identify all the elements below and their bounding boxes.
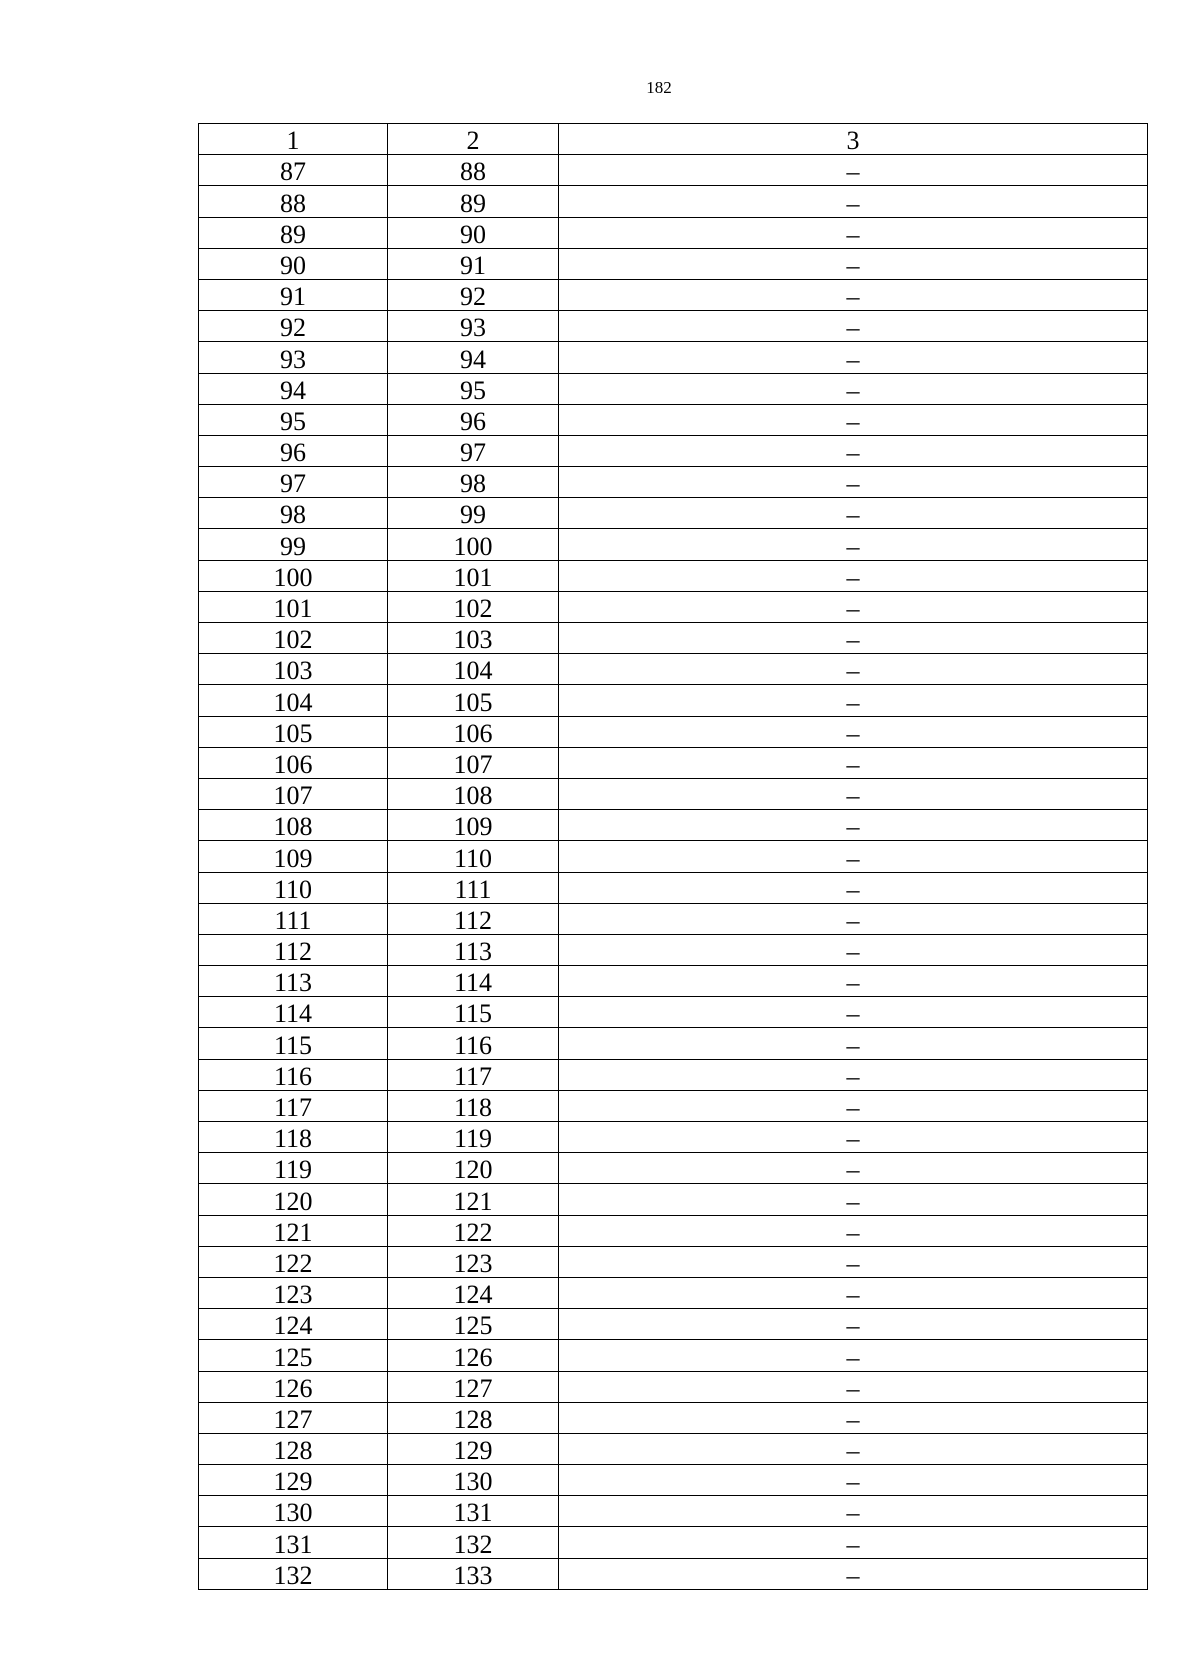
table-row <box>199 903 1148 934</box>
table-cell-col-2: 125 <box>388 1309 559 1340</box>
table-cell-col-3: – <box>559 404 1148 435</box>
table-cell-col-3: – <box>559 778 1148 809</box>
table-cell-col-1: 116 <box>199 1059 388 1090</box>
table-row <box>199 435 1148 466</box>
table-cell-col-2: 95 <box>388 373 559 404</box>
table-cell-col-3: – <box>559 810 1148 841</box>
table-row <box>199 747 1148 778</box>
table-cell-col-1: 119 <box>199 1153 388 1184</box>
table-cell-col-1: 130 <box>199 1496 388 1527</box>
table-cell-col-2: 108 <box>388 778 559 809</box>
table-cell-col-1: 106 <box>199 747 388 778</box>
table-row <box>199 1465 1148 1496</box>
table-cell-col-1: 117 <box>199 1090 388 1121</box>
table-row <box>199 716 1148 747</box>
table-row <box>199 1340 1148 1371</box>
table-row <box>199 560 1148 591</box>
page-number: 182 <box>646 78 672 97</box>
table-cell-col-2: 122 <box>388 1215 559 1246</box>
table-cell-col-1: 110 <box>199 872 388 903</box>
table-cell-col-2: 126 <box>388 1340 559 1371</box>
table-cell-col-2: 110 <box>388 841 559 872</box>
table-cell-col-3: – <box>559 1465 1148 1496</box>
table-row <box>199 778 1148 809</box>
table-body <box>199 124 1148 1590</box>
table-row <box>199 1184 1148 1215</box>
table-cell-col-3: – <box>559 841 1148 872</box>
table-cell-col-2: 98 <box>388 467 559 498</box>
table-cell-col-3: – <box>559 311 1148 342</box>
table-cell-col-3: – <box>559 623 1148 654</box>
table-cell-col-3: – <box>559 1309 1148 1340</box>
table-cell-col-3: – <box>559 591 1148 622</box>
table-row <box>199 1277 1148 1308</box>
table-row <box>199 248 1148 279</box>
table-row <box>199 1496 1148 1527</box>
table-cell-col-1: 87 <box>199 155 388 186</box>
table-cell-col-2: 104 <box>388 654 559 685</box>
table-cell-col-1: 95 <box>199 404 388 435</box>
table-cell-col-3: – <box>559 186 1148 217</box>
table-cell-col-1: 129 <box>199 1465 388 1496</box>
table-cell-col-3: – <box>559 1402 1148 1433</box>
table-row <box>199 1122 1148 1153</box>
table-cell-col-1: 89 <box>199 217 388 248</box>
table-cell-col-2: 114 <box>388 966 559 997</box>
table-cell-col-2: 132 <box>388 1527 559 1558</box>
table-cell-col-2: 116 <box>388 1028 559 1059</box>
table-cell-col-1: 100 <box>199 560 388 591</box>
table-cell-col-2: 97 <box>388 435 559 466</box>
table-row <box>199 186 1148 217</box>
table-row <box>199 841 1148 872</box>
table-cell-col-3: – <box>559 872 1148 903</box>
table-row <box>199 1246 1148 1277</box>
table-cell-col-2: 115 <box>388 997 559 1028</box>
table-cell-col-3: – <box>559 716 1148 747</box>
table-cell-col-1: 93 <box>199 342 388 373</box>
table-cell-col-2: 133 <box>388 1558 559 1589</box>
table-row <box>199 1153 1148 1184</box>
table-cell-col-2: 124 <box>388 1277 559 1308</box>
table-cell-col-1: 114 <box>199 997 388 1028</box>
table-cell-col-2: 100 <box>388 529 559 560</box>
table-row <box>199 685 1148 716</box>
table-cell-col-1: 101 <box>199 591 388 622</box>
table-row <box>199 1028 1148 1059</box>
table-cell-col-1: 121 <box>199 1215 388 1246</box>
table-cell-col-1: 99 <box>199 529 388 560</box>
table-cell-col-3: – <box>559 747 1148 778</box>
table-cell-col-2: 109 <box>388 810 559 841</box>
table-cell-col-3: – <box>559 654 1148 685</box>
table-row <box>199 872 1148 903</box>
table-row <box>199 217 1148 248</box>
table-cell-col-1: 91 <box>199 279 388 310</box>
table-row <box>199 1059 1148 1090</box>
table-cell-col-2: 91 <box>388 248 559 279</box>
table-cell-col-3: – <box>559 1277 1148 1308</box>
table-cell-col-2: 118 <box>388 1090 559 1121</box>
table-cell-col-3: – <box>559 1433 1148 1464</box>
table-cell-col-2: 101 <box>388 560 559 591</box>
table-cell-col-3: – <box>559 1059 1148 1090</box>
table-cell-col-3: – <box>559 1090 1148 1121</box>
table-row <box>199 623 1148 654</box>
table-row <box>199 498 1148 529</box>
table-row <box>199 1527 1148 1558</box>
table-cell-col-2: 113 <box>388 934 559 965</box>
table-row <box>199 467 1148 498</box>
table-cell-col-1: 123 <box>199 1277 388 1308</box>
table-cell-col-3: – <box>559 1340 1148 1371</box>
table-cell-col-1: 131 <box>199 1527 388 1558</box>
table-cell-col-1: 94 <box>199 373 388 404</box>
table-cell-col-3: – <box>559 560 1148 591</box>
table-cell-col-1: 118 <box>199 1122 388 1153</box>
table-cell-col-2: 102 <box>388 591 559 622</box>
table-cell-col-2: 96 <box>388 404 559 435</box>
table-row <box>199 1371 1148 1402</box>
table-cell-col-2: 106 <box>388 716 559 747</box>
table-cell-col-1: 120 <box>199 1184 388 1215</box>
table-row <box>199 404 1148 435</box>
table-cell-col-2: 89 <box>388 186 559 217</box>
table-cell-col-1: 88 <box>199 186 388 217</box>
header-cell-2: 2 <box>388 124 559 155</box>
table-cell-col-2: 99 <box>388 498 559 529</box>
table-cell-col-1: 124 <box>199 1309 388 1340</box>
table-cell-col-3: – <box>559 342 1148 373</box>
table-cell-col-1: 108 <box>199 810 388 841</box>
table-cell-col-1: 125 <box>199 1340 388 1371</box>
table-cell-col-2: 123 <box>388 1246 559 1277</box>
table-row <box>199 1433 1148 1464</box>
table-cell-col-1: 122 <box>199 1246 388 1277</box>
header-cell-1: 1 <box>199 124 388 155</box>
table-cell-col-3: – <box>559 529 1148 560</box>
table-cell-col-1: 126 <box>199 1371 388 1402</box>
table-cell-col-3: – <box>559 903 1148 934</box>
table-cell-col-2: 93 <box>388 311 559 342</box>
table-cell-col-2: 121 <box>388 1184 559 1215</box>
table-cell-col-1: 98 <box>199 498 388 529</box>
table-cell-col-1: 90 <box>199 248 388 279</box>
table-cell-col-1: 97 <box>199 467 388 498</box>
table-header-row <box>199 124 1148 155</box>
table-cell-col-3: – <box>559 1371 1148 1402</box>
table-cell-col-2: 127 <box>388 1371 559 1402</box>
table-cell-col-2: 128 <box>388 1402 559 1433</box>
table-cell-col-2: 103 <box>388 623 559 654</box>
table-cell-col-2: 88 <box>388 155 559 186</box>
table-row <box>199 1402 1148 1433</box>
table-cell-col-3: – <box>559 467 1148 498</box>
table-cell-col-3: – <box>559 1215 1148 1246</box>
table-row <box>199 529 1148 560</box>
table-row <box>199 342 1148 373</box>
table-row <box>199 1309 1148 1340</box>
table-row <box>199 311 1148 342</box>
table-row <box>199 997 1148 1028</box>
table-row <box>199 1215 1148 1246</box>
table-cell-col-2: 120 <box>388 1153 559 1184</box>
table-cell-col-3: – <box>559 1184 1148 1215</box>
table-cell-col-2: 94 <box>388 342 559 373</box>
table-cell-col-2: 129 <box>388 1433 559 1464</box>
table-cell-col-1: 128 <box>199 1433 388 1464</box>
table-row <box>199 966 1148 997</box>
table-cell-col-3: – <box>559 217 1148 248</box>
table-cell-col-2: 119 <box>388 1122 559 1153</box>
table-row <box>199 279 1148 310</box>
table-cell-col-1: 107 <box>199 778 388 809</box>
table-cell-col-1: 112 <box>199 934 388 965</box>
table-cell-col-1: 111 <box>199 903 388 934</box>
table-cell-col-3: – <box>559 1028 1148 1059</box>
table-cell-col-3: – <box>559 1246 1148 1277</box>
table-cell-col-1: 104 <box>199 685 388 716</box>
table-cell-col-2: 105 <box>388 685 559 716</box>
table-cell-col-2: 111 <box>388 872 559 903</box>
table-cell-col-3: – <box>559 685 1148 716</box>
table-cell-col-3: – <box>559 1153 1148 1184</box>
table-cell-col-3: – <box>559 248 1148 279</box>
table-row <box>199 591 1148 622</box>
table-row <box>199 1090 1148 1121</box>
table-cell-col-3: – <box>559 934 1148 965</box>
table-cell-col-1: 132 <box>199 1558 388 1589</box>
table-cell-col-2: 112 <box>388 903 559 934</box>
data-table <box>198 123 1148 1590</box>
table-cell-col-3: – <box>559 1122 1148 1153</box>
table-cell-col-3: – <box>559 1558 1148 1589</box>
table-row <box>199 934 1148 965</box>
table-cell-col-3: – <box>559 1496 1148 1527</box>
table-cell-col-1: 105 <box>199 716 388 747</box>
table-row <box>199 155 1148 186</box>
header-cell-3: 3 <box>559 124 1148 155</box>
table-cell-col-1: 92 <box>199 311 388 342</box>
table-cell-col-3: – <box>559 373 1148 404</box>
table-cell-col-3: – <box>559 435 1148 466</box>
table-cell-col-1: 103 <box>199 654 388 685</box>
table-cell-col-2: 131 <box>388 1496 559 1527</box>
table-row <box>199 1558 1148 1589</box>
table-cell-col-1: 96 <box>199 435 388 466</box>
table-row <box>199 654 1148 685</box>
table-row <box>199 810 1148 841</box>
table-cell-col-1: 109 <box>199 841 388 872</box>
table-cell-col-3: – <box>559 155 1148 186</box>
table-cell-col-1: 115 <box>199 1028 388 1059</box>
table-cell-col-2: 92 <box>388 279 559 310</box>
table-cell-col-3: – <box>559 966 1148 997</box>
table-cell-col-2: 130 <box>388 1465 559 1496</box>
data-table-container <box>198 123 1147 1590</box>
table-cell-col-3: – <box>559 1527 1148 1558</box>
table-cell-col-2: 90 <box>388 217 559 248</box>
table-row <box>199 373 1148 404</box>
table-cell-col-3: – <box>559 498 1148 529</box>
table-cell-col-3: – <box>559 997 1148 1028</box>
table-cell-col-1: 113 <box>199 966 388 997</box>
table-cell-col-2: 117 <box>388 1059 559 1090</box>
table-cell-col-1: 102 <box>199 623 388 654</box>
table-cell-col-1: 127 <box>199 1402 388 1433</box>
table-cell-col-2: 107 <box>388 747 559 778</box>
table-cell-col-3: – <box>559 279 1148 310</box>
